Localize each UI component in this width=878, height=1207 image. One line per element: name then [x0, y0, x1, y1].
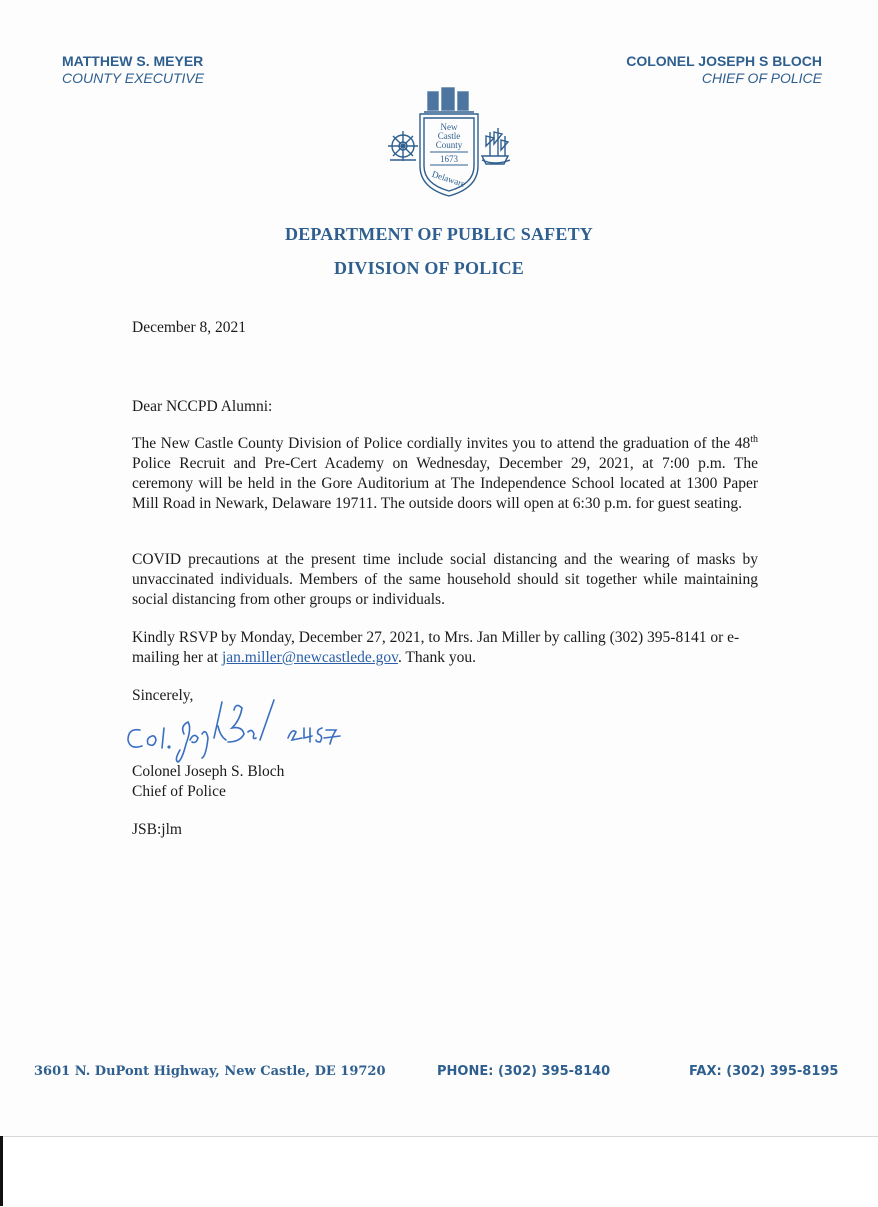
chief-of-police-block	[626, 53, 822, 87]
reference-initials: JSB:jlm	[132, 821, 182, 838]
ordinal-suffix: th	[750, 433, 758, 445]
invitation-text-end: Police Recruit and Pre-Cert Academy on Wednesday, December 29, 2021, at 7:00 p.m. The ceremony will be held in the Gore Auditorium at The Independence School located at 1300 Paper Mill Road in Newark, Delaware 19711. The outside doors will open at 6:30 p.m. for guest seating.	[132, 455, 758, 512]
footer-fax: FAX: (302) 395-8195	[689, 1064, 839, 1079]
seal-text-line3: County	[435, 140, 463, 150]
chief-of-police-name: COLONEL JOSEPH S BLOCH	[626, 53, 822, 69]
covid-paragraph: COVID precautions at the present time include social distancing and the wearing of masks by unvaccinated individuals. Members of the same household should sit together while maintaining social distancing from other groups or individuals.	[132, 551, 758, 608]
signer-block	[132, 762, 758, 802]
footer-address: 3601 N. DuPont Highway, New Castle, DE 19720	[34, 1064, 386, 1079]
seal-year: 1673	[440, 154, 458, 164]
county-seal-logo	[386, 86, 512, 198]
seal-text-line1: New	[440, 122, 458, 132]
invitation-paragraph	[132, 434, 758, 514]
rsvp-text-end: . Thank you.	[397, 649, 477, 666]
letter-date: December 8, 2021	[132, 319, 247, 336]
county-executive-name: MATTHEW S. MEYER	[62, 53, 204, 69]
footer-phone: PHONE: (302) 395-8140	[437, 1064, 611, 1079]
rsvp-text-start: Kindly RSVP by Monday, December 27, 2021, to Mrs. Jan Miller by calling (302) 395-8141 or e-mailing her at	[132, 629, 740, 666]
email-link[interactable]: jan.miller@newcastlede.gov	[221, 649, 398, 666]
invitation-text-start: The New Castle County Division of Police cordially invites you to attend the graduation of the 48	[132, 435, 751, 452]
division-title: DIVISION OF POLICE	[334, 258, 524, 278]
signer-name: Colonel Joseph S. Bloch	[132, 763, 285, 780]
scan-edge	[0, 1136, 3, 1206]
seal-text-line2: Castle	[437, 131, 461, 141]
closing: Sincerely,	[132, 687, 194, 704]
signer-title: Chief of Police	[132, 783, 226, 800]
seal-state: Delaware	[430, 168, 467, 190]
scan-background	[0, 1136, 878, 1207]
county-executive-title: COUNTY EXECUTIVE	[62, 70, 205, 86]
rsvp-paragraph	[132, 628, 758, 668]
county-executive-block	[62, 53, 204, 87]
chief-of-police-title: CHIEF OF POLICE	[701, 70, 822, 86]
handwritten-signature	[122, 698, 352, 768]
salutation: Dear NCCPD Alumni:	[132, 398, 273, 415]
department-title: DEPARTMENT OF PUBLIC SAFETY	[285, 224, 593, 244]
